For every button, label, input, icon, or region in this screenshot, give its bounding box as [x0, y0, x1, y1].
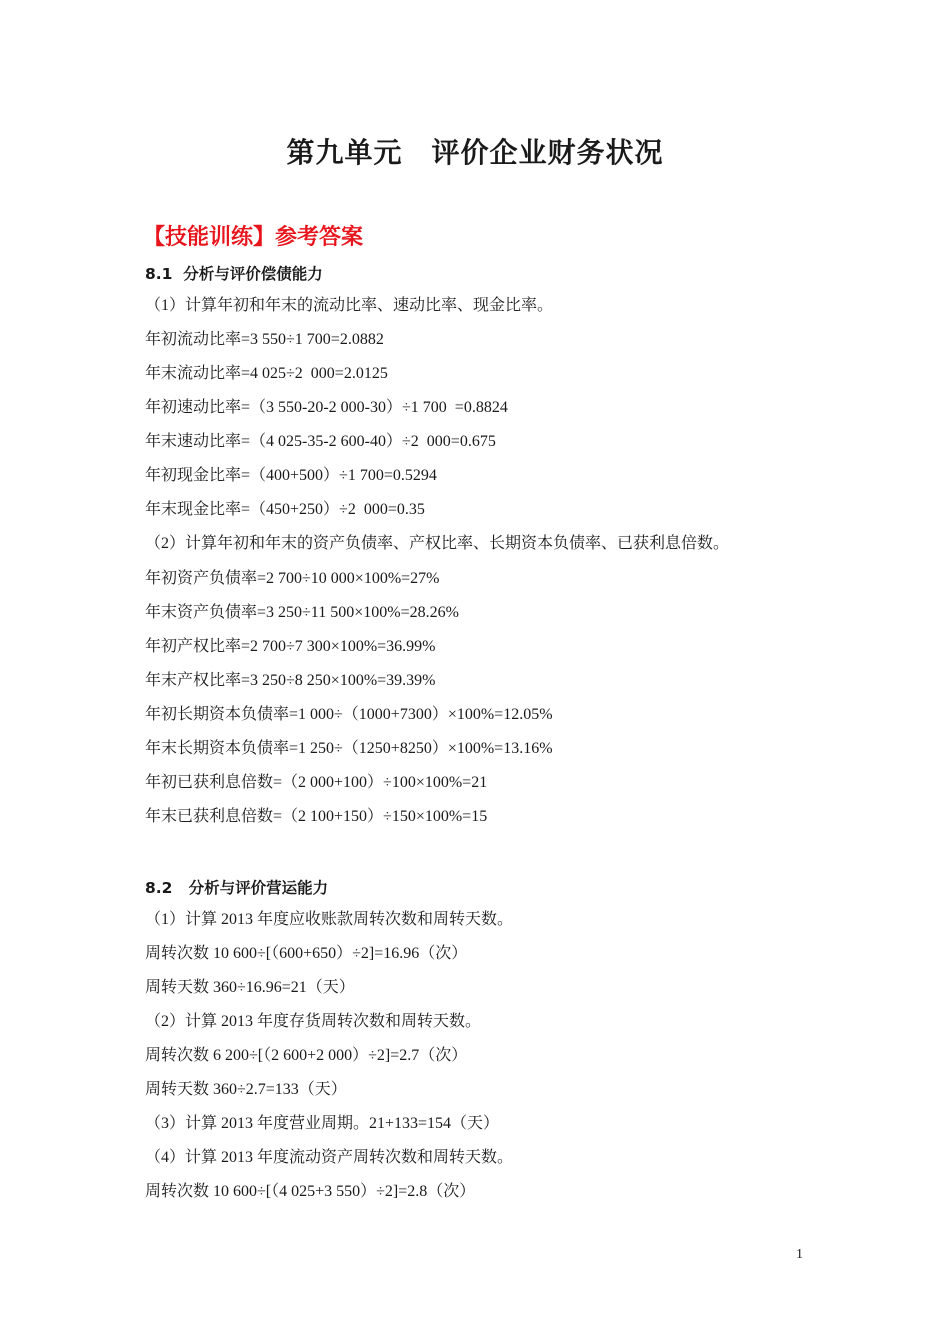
text-line: 年末已获利息倍数=（2 100+150）÷150×100%=15	[145, 808, 488, 825]
text-line: 年末现金比率=（450+250）÷2 000=0.35	[145, 501, 425, 518]
text-line: （2）计算年初和年末的资产负债率、产权比率、长期资本负债率、已获利息倍数。	[145, 535, 730, 552]
text-line: 年初已获利息倍数=（2 000+100）÷100×100%=21	[145, 774, 488, 791]
page-number: 1	[796, 1247, 803, 1262]
text-line: 年初长期资本负债率=1 000÷（1000+7300）×100%=12.05%	[145, 706, 553, 723]
subsection-heading-8-1: 8.1 分析与评价偿债能力	[145, 265, 323, 283]
text-line: 年初流动比率=3 550÷1 700=2.0882	[145, 331, 384, 348]
text-line: 年初资产负债率=2 700÷10 000×100%=27%	[145, 570, 440, 587]
text-line: 年初现金比率=（400+500）÷1 700=0.5294	[145, 467, 437, 484]
text-line: 年末产权比率=3 250÷8 250×100%=39.39%	[145, 672, 436, 689]
section-heading: 【技能训练】参考答案	[143, 225, 364, 250]
text-line: （2）计算 2013 年度存货周转次数和周转天数。	[145, 1013, 482, 1030]
text-line: 年末长期资本负债率=1 250÷（1250+8250）×100%=13.16%	[145, 740, 553, 757]
text-line: （1）计算年初和年末的流动比率、速动比率、现金比率。	[145, 297, 554, 314]
text-line: （1）计算 2013 年度应收账款周转次数和周转天数。	[145, 911, 514, 928]
text-line: 周转次数 6 200÷[（2 600+2 000）÷2]=2.7（次）	[145, 1047, 468, 1064]
text-line: 周转天数 360÷2.7=133（天）	[145, 1081, 347, 1098]
text-line: 年初速动比率=（3 550-20-2 000-30）÷1 700 =0.8824	[145, 399, 508, 416]
text-line: 周转次数 10 600÷[（4 025+3 550）÷2]=2.8（次）	[145, 1183, 476, 1200]
text-line: 年初产权比率=2 700÷7 300×100%=36.99%	[145, 638, 436, 655]
text-line: （3）计算 2013 年度营业周期。21+133=154（天）	[145, 1115, 500, 1132]
page-title: 第九单元 评价企业财务状况	[286, 136, 664, 169]
subsection-heading-8-2: 8.2 分析与评价营运能力	[145, 879, 329, 897]
text-line: 周转天数 360÷16.96=21（天）	[145, 979, 355, 996]
text-line: 年末速动比率=（4 025-35-2 600-40）÷2 000=0.675	[145, 433, 496, 450]
text-line: 年末资产负债率=3 250÷11 500×100%=28.26%	[145, 604, 459, 621]
text-line: 周转次数 10 600÷[（600+650）÷2]=16.96（次）	[145, 945, 468, 962]
text-line: 年末流动比率=4 025÷2 000=2.0125	[145, 365, 388, 382]
text-line: （4）计算 2013 年度流动资产周转次数和周转天数。	[145, 1149, 514, 1166]
